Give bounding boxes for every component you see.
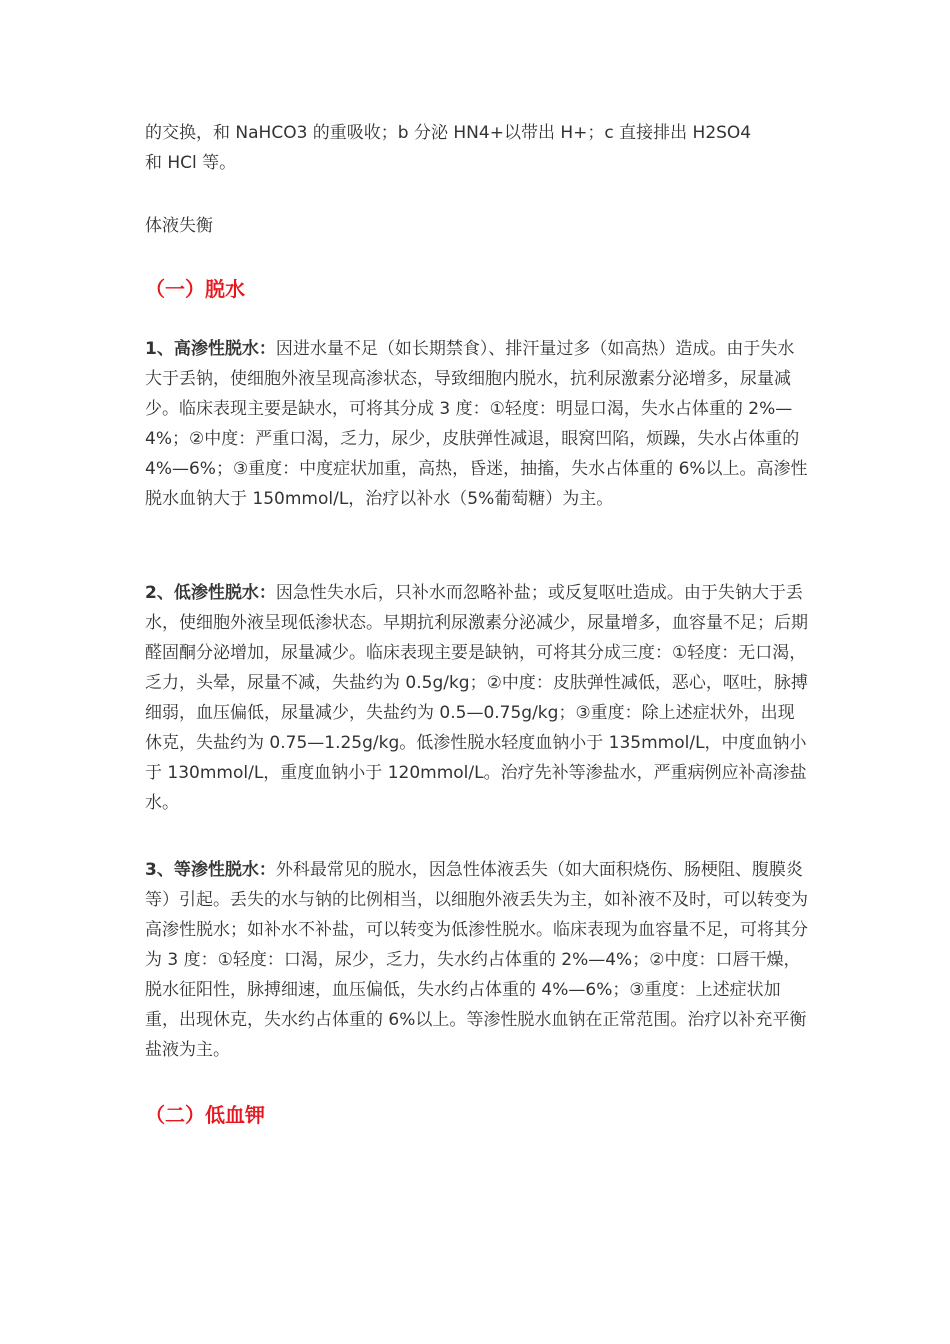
paragraph-text: 因进水量不足（如长期禁食）、排汗量过多（如高热）造成。由于失水大于丢钠，使细胞外液呈现高渗状态，导致细胞内脱水，抗利尿激素分泌增多，尿量减少。临床表现主要是缺水，可将其分成 3 度：①轻度：明显口渴，失水占体重的 2%—4%；②中度：严重口渴，乏力，尿少，皮肤弹性减退，眼窝凹陷，烦躁，失水占体重的 4%—6%；③重度：中度症状加重，高热，昏迷，抽搐，失水占体重的 6%以上。高渗性脱水血钠大于 150mmol/L，治疗以补水（5%葡萄糖）为主。 — [145, 339, 808, 509]
paragraph-hypotonic — [145, 578, 810, 818]
heading-dehydration: （一）脱水 — [145, 277, 245, 301]
intro-paragraph — [145, 118, 810, 178]
section-label: 体液失衡 — [145, 216, 213, 236]
paragraph-isotonic — [145, 855, 810, 1065]
intro-line-1: 的交换，和 NaHCO3 的重吸收；b 分泌 HN4+以带出 H+；c 直接排出 H2SO4 — [145, 123, 752, 143]
paragraph-lead: 1、高渗性脱水： — [145, 339, 276, 359]
paragraph-text: 因急性失水后，只补水而忽略补盐；或反复呕吐造成。由于失钠大于丢水，使细胞外液呈现低渗状态。早期抗利尿激素分泌减少，尿量增多，血容量不足；后期醛固酮分泌增加，尿量减少。临床表现主要是缺钠，可将其分成三度：①轻度：无口渴，乏力，头晕，尿量不减，失盐约为 0.5g/kg；②中度：皮肤弹性减低，恶心，呕吐，脉搏细弱，血压偏低，尿量减少，失盐约为 0.5—0.75g/kg；③重度：除上述症状外，出现休克，失盐约为 0.75—1.25g/kg。低渗性脱水轻度血钠小于 135mmol/L，中度血钠小于 130mmol/L，重度血钠小于 120mmol/L。治疗先补等渗盐水，严重病例应补高渗盐水。 — [145, 583, 808, 813]
paragraph-text: 外科最常见的脱水，因急性体液丢失（如大面积烧伤、肠梗阻、腹膜炎等）引起。丢失的水与钠的比例相当，以细胞外液丢失为主，如补液不及时，可以转变为高渗性脱水；如补水不补盐，可以转变为低渗性脱水。临床表现为血容量不足，可将其分为 3 度：①轻度：口渴，尿少，乏力，失水约占体重的 2%—4%；②中度：口唇干燥，脱水征阳性，脉搏细速，血压偏低，失水约占体重的 4%—6%；③重度：上述症状加重，出现休克，失水约占体重的 6%以上。等渗性脱水血钠在正常范围。治疗以补充平衡盐液为主。 — [145, 860, 808, 1060]
intro-line-2: 和 HCl 等。 — [145, 153, 237, 173]
paragraph-lead: 3、等渗性脱水： — [145, 860, 276, 880]
heading-hypokalemia: （二）低血钾 — [145, 1103, 265, 1127]
paragraph-hypertonic — [145, 334, 810, 514]
paragraph-lead: 2、低渗性脱水： — [145, 583, 276, 603]
